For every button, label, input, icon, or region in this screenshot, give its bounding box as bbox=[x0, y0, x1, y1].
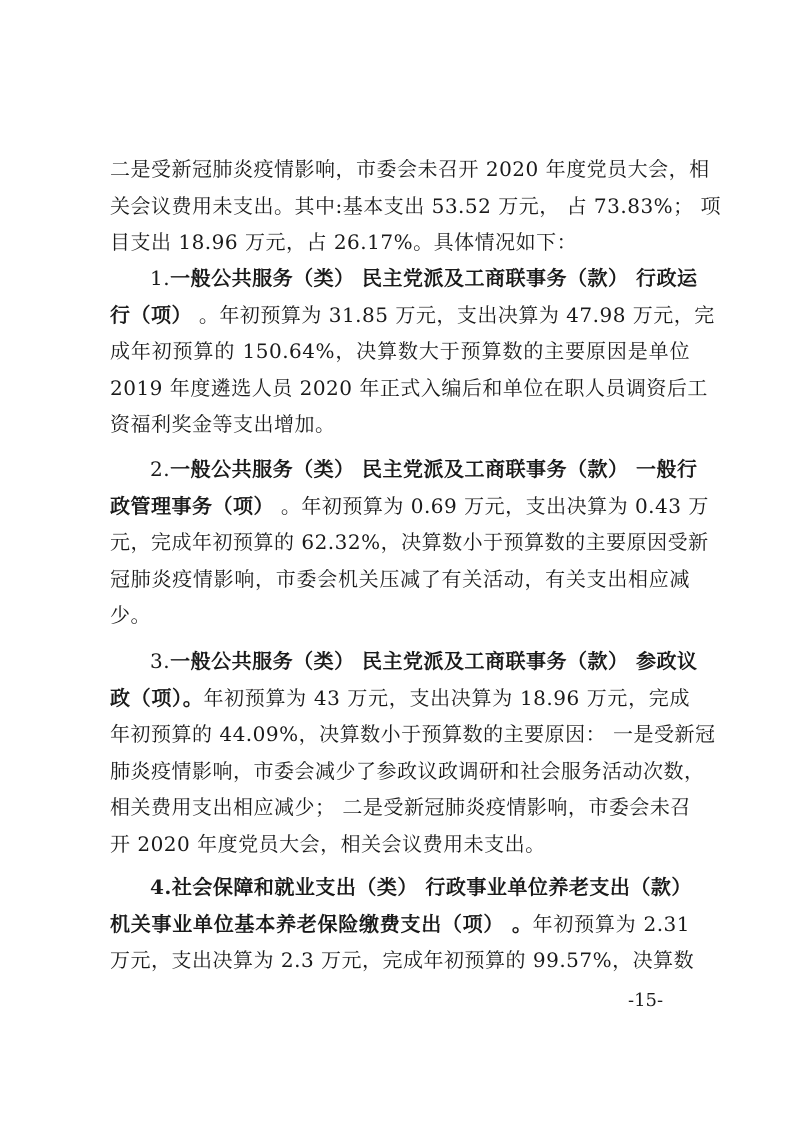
paragraph-item-1 bbox=[110, 260, 715, 443]
category-heading: 一般公共服务（类） 民主党派及工商联事务（款） 参政议 bbox=[170, 649, 698, 673]
category-heading-cont: 机关事业单位基本养老保险缴费支出（项） 。 bbox=[110, 911, 533, 936]
category-heading: 4.社会保障和就业支出（类） 行政事业单位养老支出（款） bbox=[150, 875, 692, 899]
text-line: 相关费用支出相应减少； 二是受新冠肺炎疫情影响，市委会未召 bbox=[110, 795, 691, 819]
text-line bbox=[110, 260, 698, 297]
text-line bbox=[110, 451, 698, 488]
body-text: 。年初预算为 0.69 万元，支出决算为 0.43 万 bbox=[274, 493, 709, 518]
item-number: 2. bbox=[150, 457, 171, 481]
body-text: 年初预算为 43 万元，支出决算为 18.96 万元，完成 bbox=[203, 685, 690, 710]
text-line: 目支出 18.96 万元，占 26.17%。具体情况如下： bbox=[110, 230, 578, 254]
category-heading-cont: 行（项） bbox=[110, 302, 192, 327]
text-line bbox=[110, 488, 709, 525]
body-text: 。年初预算为 31.85 万元，支出决算为 47.98 万元，完 bbox=[192, 302, 715, 327]
category-heading-cont: 政管理事务（项） bbox=[110, 493, 274, 518]
text-line bbox=[110, 906, 690, 943]
category-heading: 一般公共服务（类） 民主党派及工商联事务（款） 一般行 bbox=[170, 457, 698, 481]
paragraph-item-2 bbox=[110, 451, 709, 634]
text-line: 成年初预算的 150.64%，决算数大于预算数的主要原因是单位 bbox=[110, 339, 690, 363]
text-line: 二是受新冠肺炎疫情影响，市委会未召开 2020 年度党员大会，相 bbox=[110, 157, 710, 181]
text-line: 冠肺炎疫情影响，市委会机关压减了有关活动，有关支出相应减 bbox=[110, 566, 690, 591]
text-line: 开 2020 年度党员大会，相关会议费用未支出。 bbox=[110, 831, 546, 856]
body-text: 年初预算为 2.31 bbox=[532, 911, 691, 936]
text-line bbox=[110, 643, 698, 680]
text-line: 年初预算的 44.09%，决算数小于预算数的主要原因： 一是受新冠 bbox=[110, 722, 716, 746]
item-number: 1. bbox=[150, 266, 171, 290]
text-line bbox=[110, 680, 690, 717]
text-line bbox=[110, 297, 715, 334]
text-line: 关会议费用未支出。其中:基本支出 53.52 万元， 占 73.83%； 项 bbox=[110, 193, 722, 218]
text-line: 肺炎疫情影响，市委会减少了参政议政调研和社会服务活动次数， bbox=[110, 758, 705, 783]
paragraph-item-4 bbox=[110, 869, 695, 979]
paragraph-intro bbox=[110, 151, 722, 261]
page-number: -15- bbox=[628, 990, 664, 1011]
text-line: 2019 年度遴选人员 2020 年正式入编后和单位在职人员调资后工 bbox=[110, 375, 708, 400]
text-line bbox=[110, 869, 690, 906]
item-number: 3. bbox=[150, 649, 171, 673]
text-line: 元，完成年初预算的 62.32%，决算数小于预算数的主要原因受新 bbox=[110, 530, 709, 554]
paragraph-item-3 bbox=[110, 643, 716, 862]
category-heading: 一般公共服务（类） 民主党派及工商联事务（款） 行政运 bbox=[170, 266, 698, 290]
text-line: 万元，支出决算为 2.3 万元，完成年初预算的 99.57%，决算数 bbox=[110, 948, 695, 972]
text-line: 资福利奖金等支出增加。 bbox=[110, 412, 336, 436]
text-line: 少。 bbox=[110, 603, 151, 627]
category-heading-cont: 政（项）。 bbox=[110, 685, 204, 710]
